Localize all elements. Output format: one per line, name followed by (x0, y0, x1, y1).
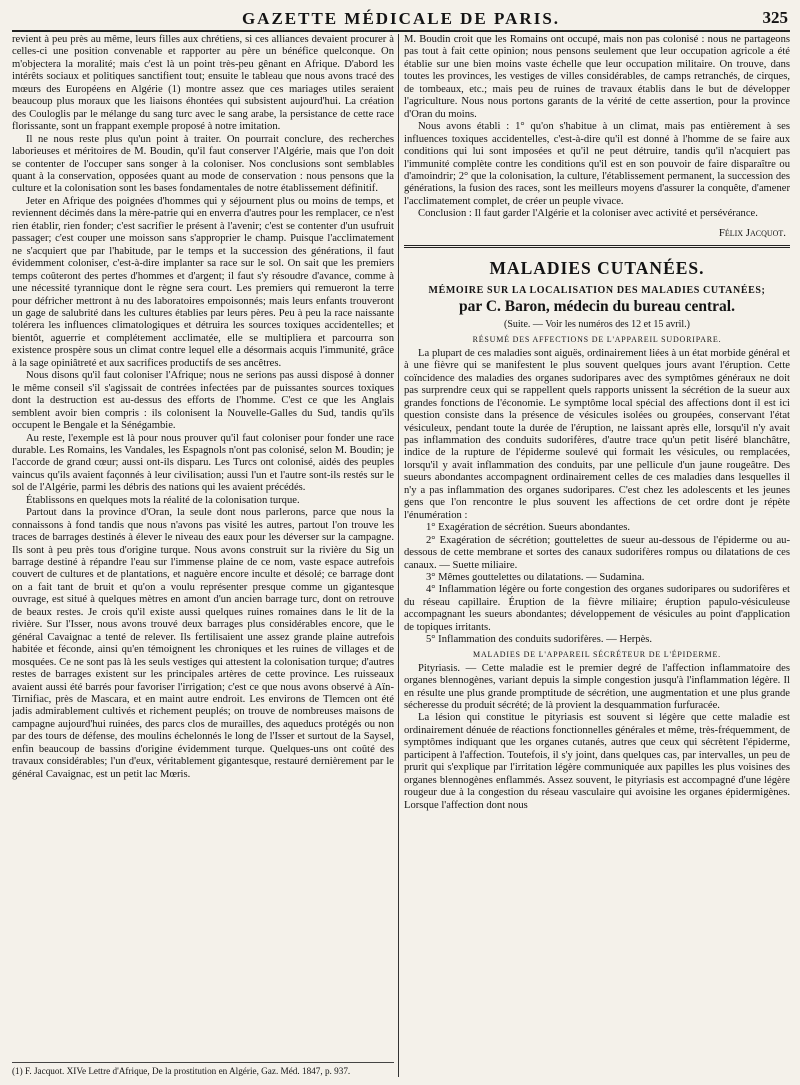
footnote (12, 1062, 394, 1077)
body-paragraph: La lésion qui constitue le pityriasis est souvent si légère que cette maladie est ordinairement dénuée de réactions fonctionnelles générales et même, très-fréquemment, de symptômes indiquant que les organes cutanés, autres que ceux qui sécrètent l'épiderme, participent à l'affection. Toutefois, il s'y joint, dans quelques cas, par intervalles, un peu de prurit qui s'explique par l'irritation légère communiquée aux papilles les plus voisines des organes blennogènes enflammés. Assez souvent, le pityriasis est accompagné d'une légère rougeur due à la congestion du réseau vasculaire qui avoisine les organes épidermigènes. Lorsque l'affection dont nous (404, 712, 790, 811)
right-paragraph: Nous avons établi : 1° qu'on s'habitue à un climat, mais pas entièrement à ses influences toxiques accidentelles, c'est-à-dire qu'il est donné à l'homme de se faire aux conditions qui lui sont imposées et qu'il ne peut détruire, tandis qu'il n'acquiert pas l'immunité complète contre les conditions qu'il est en son pouvoir de faire disparaître ou d'amoindrir; 2° que la colonisation, la culture, l'établissement permanent, la succession des générations, la fusion des races, sont les meilleurs moyens d'assurer la conquête, d'amener l'acclimatement complet, de créer un peuple vivace. (404, 121, 790, 207)
left-paragraph: Jeter en Afrique des poignées d'hommes qui y séjournent plus ou moins de temps, et reviennent décimés dans la mère-patrie qui en enverra d'autres pour les remplacer, ce n'est rien établir, rien fonder; c'est sacrifier le présent à l'avenir; c'est se contenter d'un usufruit passager; c'est couper une moisson sans s'approprier le champ. Puisque l'acclimatement ne s'acquiert que par l'habitude, par le temps et la succession des générations, il faut évidemment coloniser, c'est-à-dire implanter sa race sur le sol. On sait que les premiers temps coûteront des pertes d'hommes et d'argent; il faut s'y résoudre d'avance, comme à une nécessité tyrannique dont le règne sera court. Les premiers qui remueront la terre pour défricher mettront à nu des laboratoires empoisonnés; mais leurs enfants trouveront un gage de salubrité dans les cultures établies par leurs pères. Peu à peu la race naissante tolérera les influences climatologiques et détruira les sources toxiques accidentelles; et bientôt, aguerrie et complétement acclimatée, elle se multipliera et parcourra son existence prospère sous un climat contre lequel elle a désormais acquis l'immunité, grâce à la sage opiniâtreté et aux sacrifices productifs de ses ancêtres. (12, 195, 394, 369)
left-paragraph: Au reste, l'exemple est là pour nous prouver qu'il faut coloniser pour fonder une race durable. Les Romains, les Vandales, les Espagnols n'ont pas colonisé, selon M. Boudin; je l'accorde de grand cœur; aussi ont-ils disparu. Les Turcs ont colonisé, aidés des peuples vaincus qu'ils avaient façonnés à leur civilisation; aussi l'un et l'autre sont-ils restés sur le sol de l'Algérie, parmi les débris des nations qui les avaient précédés. (12, 432, 394, 494)
list-item: 3° Mêmes gouttelettes ou dilatations. — Sudamina. (426, 571, 645, 583)
column-divider (398, 34, 399, 1077)
list-item: 1° Exagération de sécrétion. Sueurs abondantes. (426, 522, 630, 534)
subheading: MALADIES DE L'APPAREIL SÉCRÉTEUR DE L'ÉPIDERME. (473, 649, 721, 659)
enumeration-list (404, 522, 790, 647)
list-item: 4° Inflammation légère ou forte congestion des organes sudoripares ou sudorifères et du réseau capillaire. Éruption de la fièvre miliaire; éruption papulo-vésiculeuse accompagnant les sueurs abondantes; développement de vésicules au point d'application de topiques irritants. (404, 584, 790, 633)
left-paragraph: Il ne nous reste plus qu'un point à traiter. On pourrait conclure, des recherches laborieuses et méritoires de M. Boudin, qu'il faut conserver l'Algérie, mais que l'on doit se contenter de l'occuper sans songer à la coloniser. Nos conclusions sont semblables quant à la conservation, opposées quant au mode de conservation : nous pensons que la culture et la colonisation sont les bases fondamentales de notre établissement définitif. (12, 133, 394, 195)
right-column (404, 34, 790, 1077)
continuation-note: (Suite. — Voir les numéros des 12 et 15 avril.) (504, 318, 690, 330)
author-line: par C. Baron, médecin du bureau central. (458, 297, 735, 315)
memoir-title: MÉMOIRE SUR LA LOCALISATION DES MALADIES CUTANÉES; (428, 284, 766, 296)
list-item: 5° Inflammation des conduits sudorifères. — Herpès. (426, 634, 653, 646)
subheading: RÉSUMÉ DES AFFECTIONS DE L'APPAREIL SUDORIPARE. (472, 334, 722, 344)
body-paragraph: La plupart de ces maladies sont aiguës, ordinairement liées à un état morbide général et à une fièvre qui se manifestent le plus souvent quelques jours avant l'éruption. Cette coïncidence des maladies des organes sudoripares avec des symptômes généraux ne doit pas surprendre ceux qui se rappellent quels rapports unissent la sécrétion de la sueur aux grandes fonctions de l'économie. Le symptôme local spécial des affections dont il est ici question consiste dans la présence de vésicules isolées ou groupées, conservant l'état vésiculeux, pendant toute la durée de l'éruption, ne laissant après elle, lorsqu'il n'y avait pas inflammation des conduits sudorifères, d'autre trace qu'un petit liséré blanchâtre, indice de la rupture de l'épiderme soulevé qui formait les vésicules, ou remplacées, lorsqu'il y avait inflammation des conduits, par une pellicule d'un jaune rougeâtre. Des sueurs abondantes accompagnent ordinairement celles de ces maladies dans lesquelles il n'y a pas inflammation des organes sudoripares. C'est chez les adolescents et les jeunes gens que l'on rencontre le plus souvent les affections de cet ordre dont je répète l'énumération : (404, 347, 790, 521)
two-column-body (12, 34, 790, 1077)
left-paragraph: Établissons en quelques mots la réalité de la colonisation turque. (26, 494, 300, 506)
signature: Félix Jacquot. (718, 226, 786, 239)
left-paragraph: revient à peu près au même, leurs filles aux chrétiens, si ces alliances devaient procurer à celles-ci une position convenable et rapporter au père un bénéfice quelconque. On m'objectera la moralité; mais c'est là un point très-peu gênant en Afrique. D'abord les intérêts sociaux et politiques sanctifient tout; ensuite le tableau que nous avons tracé des mœurs des Européens en Algérie (1) montre assez que ces mariages utiles seraient beaucoup plus moraux que les liaisons éhontées qui subsistent aujourd'hui. La création des Couloglis par le mélange du sang turc avec le sang arabe, la persistance de cette race florissante, sont un frappant exemple proposé à notre imitation. (12, 34, 394, 133)
left-paragraph: Partout dans la province d'Oran, la seule dont nous parlerons, parce que nous la connaissons à fond tandis que nous n'avons pas visité les autres, partout l'on trouve les traces de barrages destinés à élever le niveau des eaux pour les déverser sur la campagne. Ils sont à peu près tous d'origine turque. Nous avons construit sur la rivière du Sig un barrage destiné à répandre l'eau sur l'immense plaine de ce nom, vaste espace autrefois couvert de cultures et de plantations, et naguère encore inculte et désolé; ce barrage dont on a fait tant de bruit et qu'on a voulu représenter presque comme un gigantesque ouvrage, est situé à quelques mètres en amont d'un ancien barrage turc, dont on retrouve de beaux restes. Je crois qu'il existe aussi quelques ruines romaines dans le lit de la rivière. Sur l'Isser, nous avons trouvé deux barrages plus considérables encore, que le général Cavaignac a tenté de relever. Ils fertilisaient une assez grande plaine autrefois habitée et féconde, ainsi qu'en témoignent les chroniques et les ruines de villages et de mosquées. Ce ne sont pas là les seuls vestiges qui attestent la colonisation turque; d'autres restes de barrages existent sur les principales artères de cette province. Les ruisseaux avaient aussi été barrés pour favoriser l'irrigation; c'est ce que nous avons observé à Aïn-Tirnifiac, près de Mascara, et en maint autre endroit. Les environs de Tlemcen ont été jadis admirablement cultivés et richement peuplés; on trouve de nombreuses maisons de campagne aujourd'hui ruinées, des parcs clos de murailles, des aqueducs protégés ou non par des tours de défense, des moulins échelonnés le long de l'Isser et surtout de la Saysel, enfin beaucoup de bassins d'origine évidemment turque. Quelques-uns ont coûté des travaux considérables; l'un d'eux, véritablement gigantesque, restauré dernièrement par le général Cavaignac, est un petit lac Mœris. (12, 507, 394, 780)
section-rule (404, 245, 790, 248)
footnote-text: (1) F. Jacquot. XIVe Lettre d'Afrique, De la prostitution en Algérie, Gaz. Méd. 1847, p. 937. (12, 1066, 351, 1076)
running-header (12, 8, 790, 32)
left-column (12, 34, 394, 1077)
journal-title: GAZETTE MÉDICALE DE PARIS. (241, 9, 561, 28)
left-paragraph: Nous disons qu'il faut coloniser l'Afrique; nous ne serions pas aussi disposé à donner le même conseil s'il s'agissait de contrées infectées par de puissantes sources toxiques dont la destruction est au-dessus des efforts de l'homme. C'est ce que les Anglais semblent avoir bien compris : ils colonisent la Nouvelle-Galles du Sud, tandis qu'ils occupent le Bengale et la Sénégambie. (12, 370, 394, 432)
body-paragraph: Pityriasis. — Cette maladie est le premier degré de l'affection inflammatoire des organes blennogènes, variant depuis la simple congestion jusqu'à l'inflammation légère. Il en résulte une plus grande promptitude de sécrétion, une augmentation et une plus grande sécheresse du produit sécrété; de là provient la desquammation furfuracée. (404, 662, 790, 712)
right-paragraph: Conclusion : Il faut garder l'Algérie et la coloniser avec activité et persévérance. (418, 208, 758, 220)
page-number: 325 (762, 8, 788, 27)
list-item: 2° Exagération de sécrétion; gouttelettes de sueur au-dessous de l'épiderme ou au-dessous de cette membrane et sortes des canaux sudorifères rompus ou dilatations de ces canaux. — Suette miliaire. (404, 534, 790, 571)
section-title: MALADIES CUTANÉES. (489, 257, 705, 278)
right-paragraph: M. Boudin croit que les Romains ont occupé, mais non pas colonisé : nous ne partageons pas tout à fait cette opinion; nous pensons seulement que leur occupation agricole a été établie sur une bien moins vaste échelle que leur occupation militaire. On trouve, dans toutes les provinces, les vestiges de villes considérables, de camps retranchés, de cirques, de tombeaux, etc.; mais peu de ruines de travaux établis dans le but de développer l'agriculture. Nous nous portons garants de la vérité de cette assertion, pour la province d'Oran du moins. (404, 34, 790, 120)
